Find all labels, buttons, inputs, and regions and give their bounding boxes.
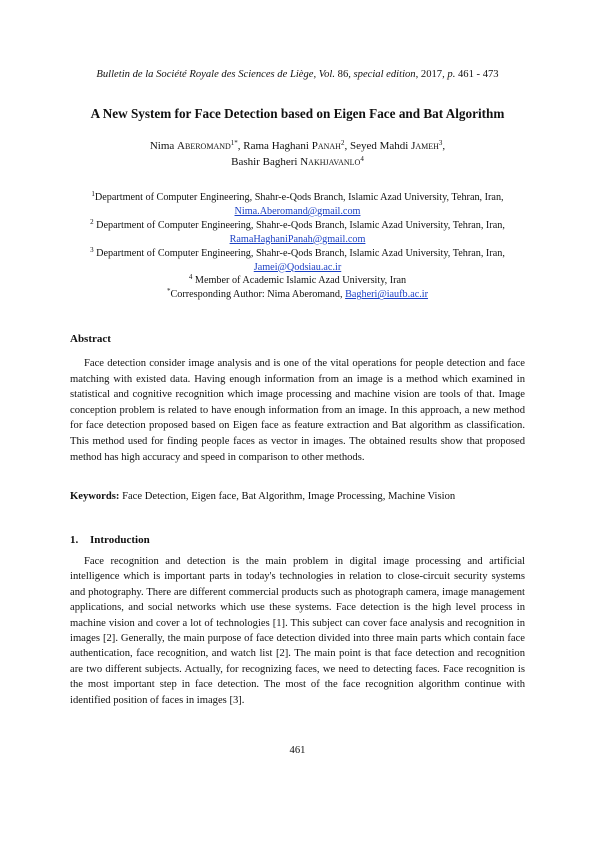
abstract-body: Face detection consider image analysis and is one of the vital operations for people detection and face matching with existed data. Having enough information from an image is a method which examined in statistical and cognitive recognition which image processing and machine vision are tools of that. Image conception problem is related to have enough information from an image. In this approach, a new method for face detection proposed based on Eigen face as feature extraction and Bat algorithm as classification. This method used for finding people faces as vector in images. The obtained results show that proposed method has high accuracy and speed in comparison to other methods. (70, 358, 525, 463)
keywords-label: Keywords: (70, 491, 120, 502)
author-surname: Panah (311, 140, 341, 152)
keywords (70, 489, 525, 505)
page-number: 461 (289, 745, 306, 756)
email-link[interactable]: Jamei@Qodsiau.ac.ir (253, 261, 342, 273)
year: 2017 (420, 69, 443, 80)
section-heading (70, 534, 150, 546)
email-link[interactable]: Nima.Aberomand@gmail.com (234, 205, 361, 217)
author-line-2: Bashir Bagheri Nakhjavanlo$^4$ (231, 154, 364, 168)
email-link[interactable]: Bagheri@iaufb.ac.ir (345, 289, 429, 301)
section-number: 1. (70, 534, 79, 546)
section-title: Introduction (90, 534, 150, 546)
page-range: 461 - 473 (457, 69, 499, 80)
author-list (60, 139, 535, 170)
affiliation-4: $^4$ Member of Academic Islamic Azad University, Iran (188, 273, 407, 287)
running-head: Bulletin de la Société Royale des Sciences de Liège, Vol. 86, special edition, 2017, p. 461 - 473 (96, 69, 499, 80)
author-surname: Aberomand (177, 140, 231, 152)
author-line-1: Nima Aberomand$^{1*}$, Rama Haghani Panah$^2$, Seyed Mahdi Jameh$^3$, (149, 139, 446, 152)
paper-title: A New System for Face Detection based on Eigen Face and Bat Algorithm (90, 106, 505, 121)
author-surname: Nakhjavanlo (300, 155, 361, 168)
affiliation-2: $^2$ Department of Computer Engineering, Shahr-e-Qods Branch, Islamic Azad University, Tehran, Iran, (90, 217, 505, 231)
affiliation-3: $^3$ Department of Computer Engineering, Shahr-e-Qods Branch, Islamic Azad University, Tehran, Iran, (90, 245, 505, 259)
affiliation-1: $^1$Department of Computer Engineering, Shahr-e-Qods Branch, Islamic Azad University, Tehran, Iran, (91, 190, 504, 203)
introduction-body: Face recognition and detection is the main problem in digital image processing and artificial intelligence which is important parts in today's technologies in relation to close-circuit security systems and photography. There are different commercial products such as photograph camera, image management applications, and social networks which use these systems. Face detection is the high level process in machine vision and cover a lot of technologies [1]. This subject can cover face analysis and recognition in images [2]. Generally, the main purpose of face detection divided into three main parts which contain face authentication, face recognition, and watch list [2]. The main point is that face detection and recognition are two different subjects. Actually, for recognizing faces, we need to detecting faces. Face recognition is the most important step in face detection. The most of the face recognition algorithm continue with identified position of faces in images [3]. (70, 556, 525, 706)
journal-name: Bulletin de la Société Royale des Sciences de Liège (96, 69, 314, 80)
affiliation-list (70, 191, 525, 302)
corresponding-author: *Corresponding Author: Nima Aberomand, Bagheri@iaufb.ac.ir (166, 287, 429, 301)
abstract-heading: Abstract (70, 333, 111, 345)
author-surname: Jameh (411, 140, 439, 152)
email-link[interactable]: RamaHaghaniPanah@gmail.com (229, 233, 366, 245)
keywords-list: Face Detection, Eigen face, Bat Algorithm, Image Processing, Machine Vision (119, 491, 456, 502)
volume-number: 86 (337, 69, 349, 80)
